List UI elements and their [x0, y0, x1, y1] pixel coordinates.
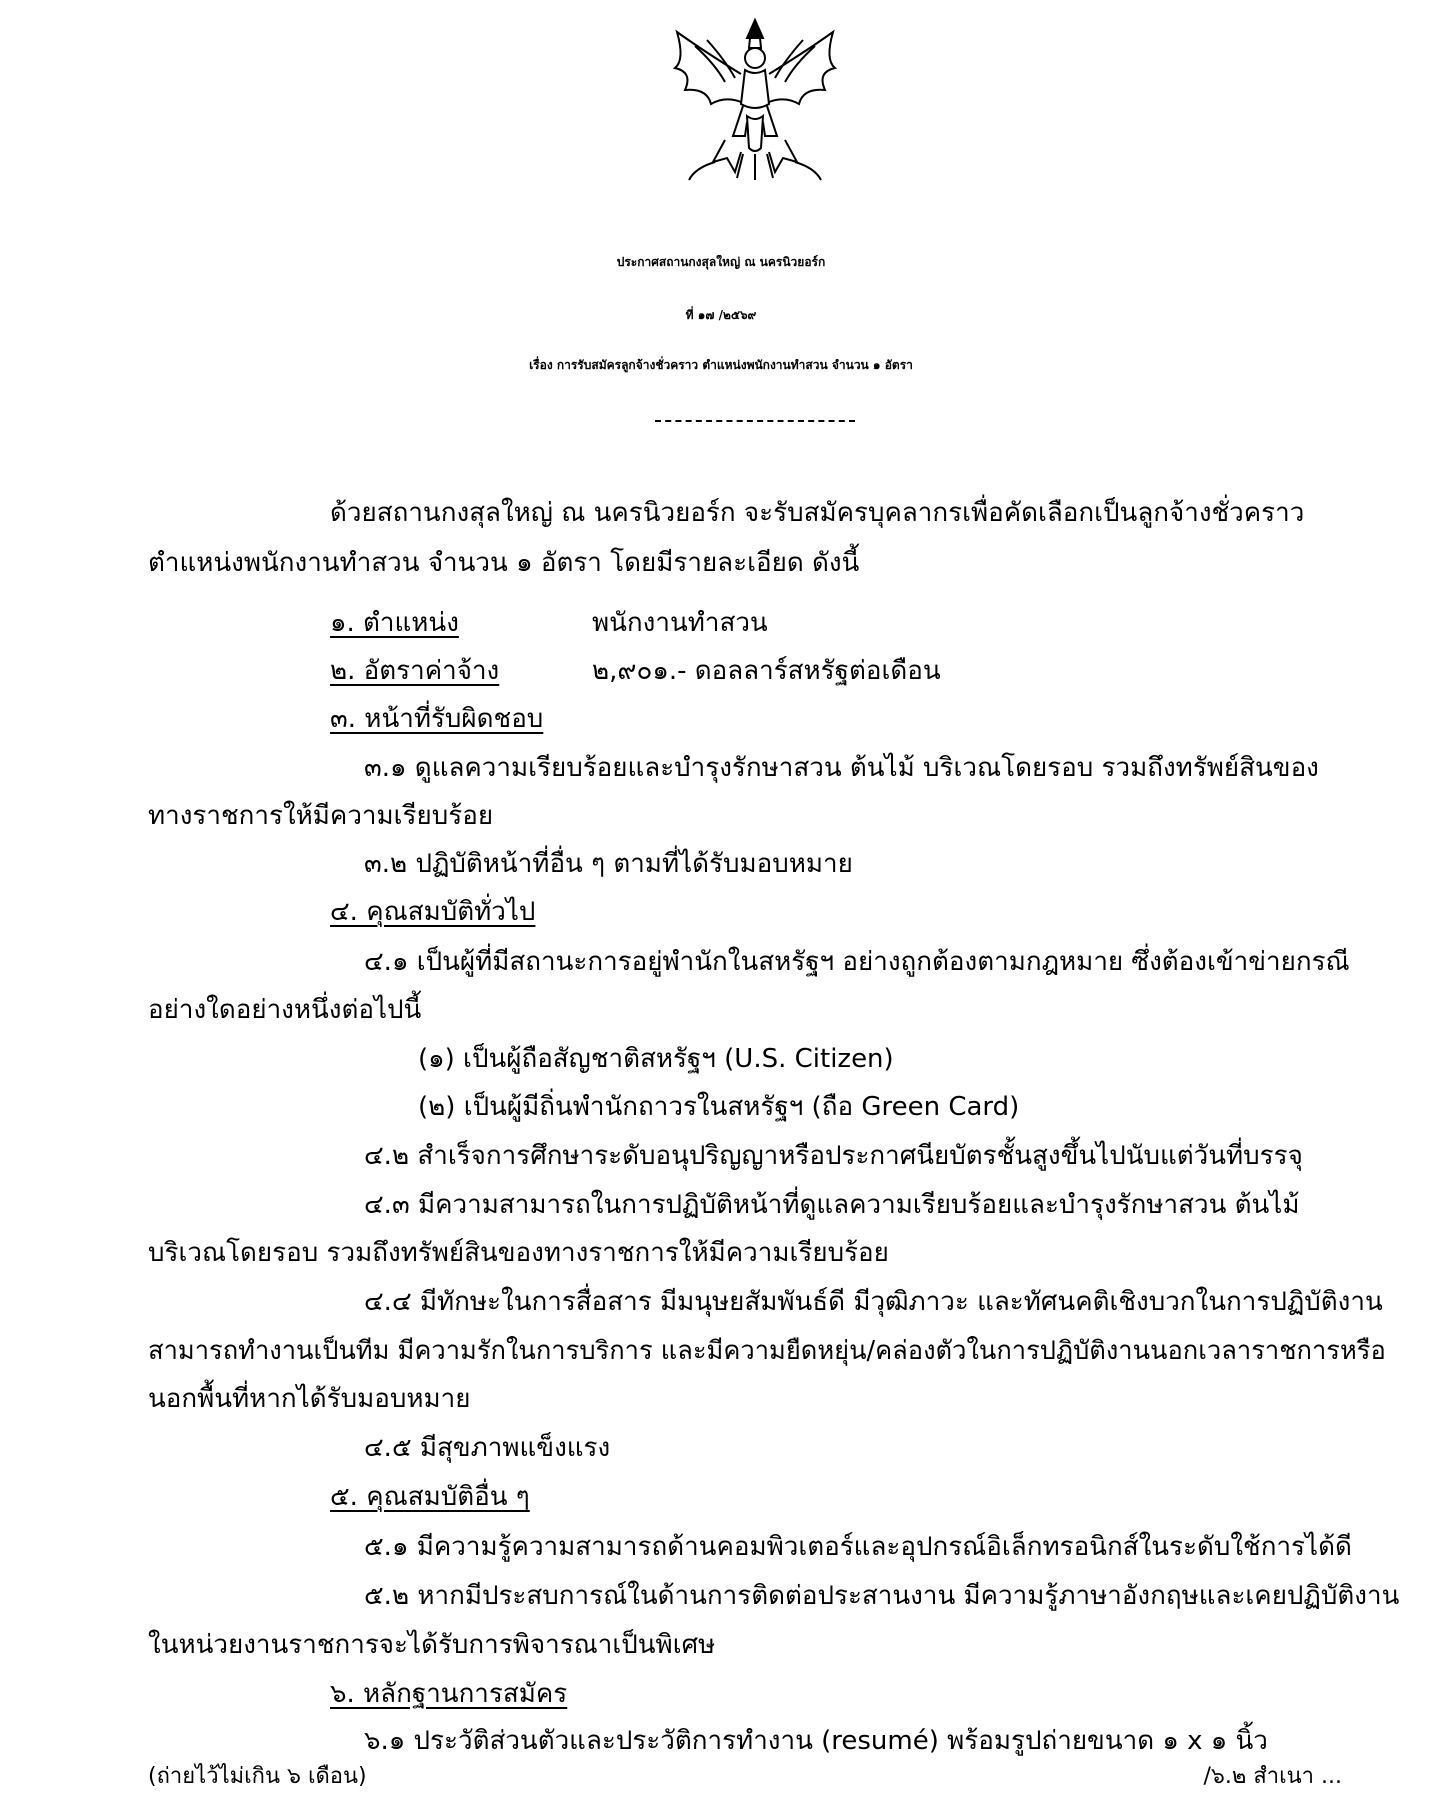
announcement-subject: เรื่อง การรับสมัครลูกจ้างชั่วคราว ตำแหน่งพนักงานทำสวน จำนวน ๑ อัตรา [529, 358, 913, 372]
announcement-number: ที่ ๑๗ /๒๕๖๙ [685, 308, 757, 322]
qual-4-2: ๔.๒ สำเร็จการศึกษาระดับอนุปริญญาหรือประกาศนียบัตรชั้นสูงขึ้นไปนับแต่วันที่บรรจุ [364, 1141, 1303, 1171]
qual-5-2-line-2: ในหน่วยงานราชการจะได้รับการพิจารณาเป็นพิเศษ [148, 1630, 716, 1660]
general-heading: ๔. คุณสมบัติทั่วไป [330, 897, 536, 927]
evidence-6-1-line-2: (ถ่ายไว้ไม่เกิน ๖ เดือน) [148, 1764, 367, 1789]
qual-4-4-line-1: ๔.๔ มีทักษะในการสื่อสาร มีมนุษยสัมพันธ์ดี มีวุฒิภาวะ และทัศนคติเชิงบวกในการปฏิบัติงาน [364, 1287, 1383, 1317]
evidence-heading: ๖. หลักฐานการสมัคร [330, 1679, 568, 1709]
position-label: ๑. ตำแหน่ง [330, 608, 459, 638]
divider-line [655, 420, 855, 422]
other-heading: ๕. คุณสมบัติอื่น ๆ [330, 1482, 530, 1512]
position-value: พนักงานทำสวน [592, 608, 768, 638]
qual-4-4-line-3: นอกพื้นที่หากได้รับมอบหมาย [148, 1384, 471, 1414]
qual-4-1-b: (๒) เป็นผู้มีถิ่นพำนักถาวรในสหรัฐฯ (ถือ Green Card) [418, 1092, 1020, 1122]
continuation-note: /๖.๒ สำเนา ... [1203, 1764, 1342, 1789]
wage-label: ๒. อัตราค่าจ้าง [330, 656, 500, 686]
intro-line-1: ด้วยสถานกงสุลใหญ่ ณ นครนิวยอร์ก จะรับสมัครบุคลากรเพื่อคัดเลือกเป็นลูกจ้างชั่วคราว [330, 498, 1305, 528]
duty-3-1-line-2: ทางราชการให้มีความเรียบร้อย [148, 801, 494, 831]
evidence-6-1-line-1: ๖.๑ ประวัติส่วนตัวและประวัติการทำงาน (resumé) พร้อมรูปถ่ายขนาด ๑ x ๑ นิ้ว [364, 1726, 1268, 1756]
qual-4-5: ๔.๕ มีสุขภาพแข็งแรง [364, 1433, 611, 1463]
duties-heading: ๓. หน้าที่รับผิดชอบ [330, 704, 544, 734]
qual-4-1-line-1: ๔.๑ เป็นผู้ที่มีสถานะการอยู่พำนักในสหรัฐฯ อย่างถูกต้องตามกฎหมาย ซึ่งต้องเข้าข่ายกรณี [364, 947, 1350, 977]
qual-4-1-a: (๑) เป็นผู้ถือสัญชาติสหรัฐฯ (U.S. Citizen) [418, 1044, 894, 1074]
qual-5-2-line-1: ๕.๒ หากมีประสบการณ์ในด้านการติดต่อประสานงาน มีความรู้ภาษาอังกฤษและเคยปฏิบัติงาน [364, 1581, 1400, 1611]
qual-5-1: ๕.๑ มีความรู้ความสามารถด้านคอมพิวเตอร์และอุปกรณ์อิเล็กทรอนิกส์ในระดับใช้การได้ดี [364, 1532, 1352, 1562]
announcement-title: ประกาศสถานกงสุลใหญ่ ณ นครนิวยอร์ก [616, 255, 826, 269]
qual-4-3-line-2: บริเวณโดยรอบ รวมถึงทรัพย์สินของทางราชการให้มีความเรียบร้อย [148, 1238, 889, 1268]
duty-3-1-line-1: ๓.๑ ดูแลความเรียบร้อยและบำรุงรักษาสวน ต้นไม้ บริเวณโดยรอบ รวมถึงทรัพย์สินของ [364, 753, 1319, 783]
intro-line-2: ตำแหน่งพนักงานทำสวน จำนวน ๑ อัตรา โดยมีรายละเอียด ดังนี้ [148, 548, 860, 578]
qual-4-3-line-1: ๔.๓ มีความสามารถในการปฏิบัติหน้าที่ดูแลความเรียบร้อยและบำรุงรักษาสวน ต้นไม้ [364, 1190, 1300, 1220]
wage-value: ๒,๙๐๑.- ดอลลาร์สหรัฐต่อเดือน [592, 656, 941, 686]
garuda-emblem-icon [655, 12, 855, 187]
qual-4-4-line-2: สามารถทำงานเป็นทีม มีความรักในการบริการ และมีความยืดหยุ่น/คล่องตัวในการปฏิบัติงานนอกเวลาราชการหรือ [148, 1336, 1386, 1366]
qual-4-1-line-2: อย่างใดอย่างหนึ่งต่อไปนี้ [148, 995, 422, 1025]
duty-3-2: ๓.๒ ปฏิบัติหน้าที่อื่น ๆ ตามที่ได้รับมอบหมาย [364, 849, 853, 879]
